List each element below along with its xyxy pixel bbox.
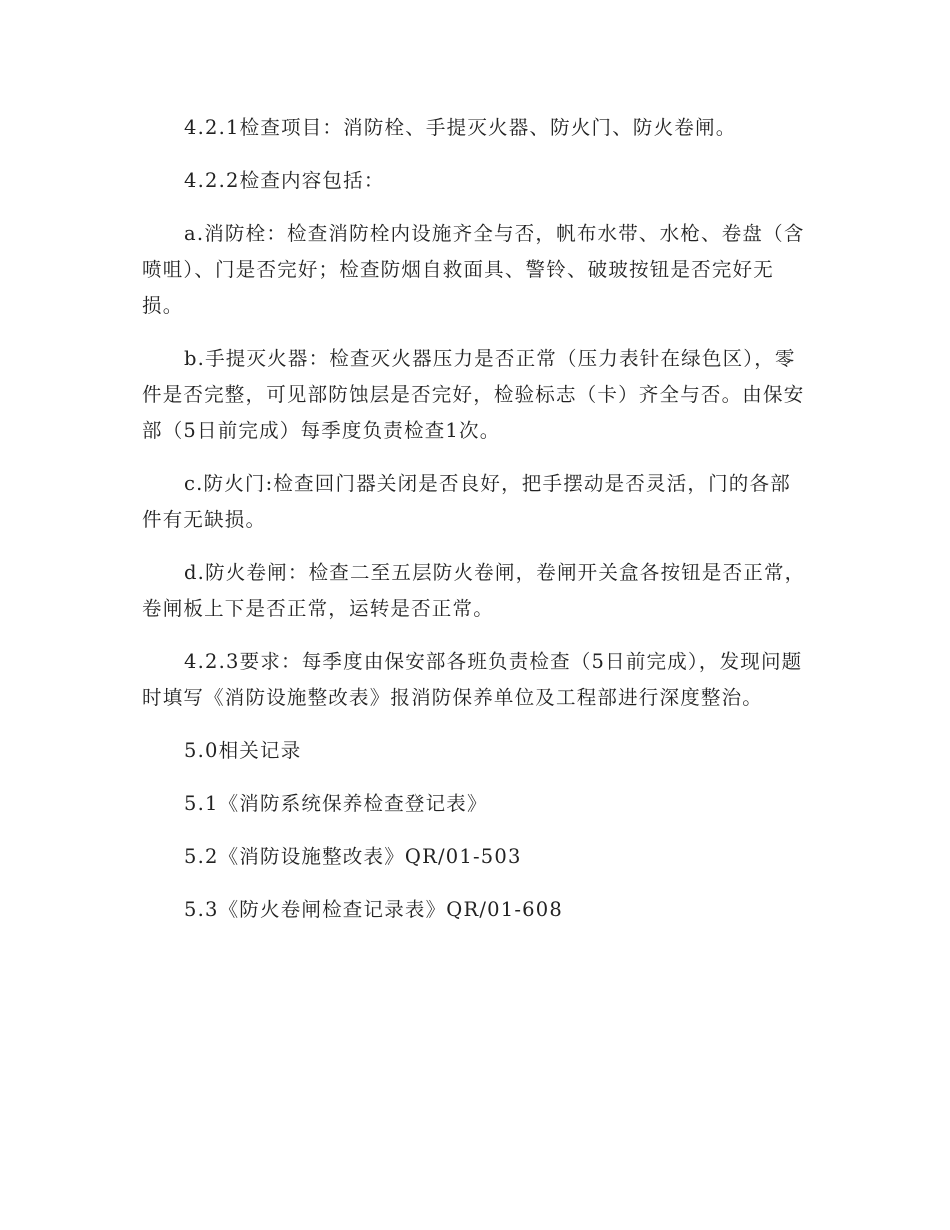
paragraph-d-shutter: d.防火卷闸：检查二至五层防火卷闸，卷闸开关盒各按钮是否正常，卷闸板上下是否正常，运转是否正常。	[142, 561, 806, 620]
record-5-1: 5.1《消防系统保养检查登记表》	[184, 792, 488, 815]
paragraph-a-hydrant: a.消防栓：检查消防栓内设施齐全与否，帆布水带、水枪、卷盘（含喷咀）、门是否完好；检查防烟自救面具、警铃、破玻按钮是否完好无损。	[142, 222, 805, 317]
record-5-2: 5.2《消防设施整改表》QR/01-503	[184, 845, 522, 868]
paragraph-b-extinguisher: b.手提灭火器：检查灭火器压力是否正常（压力表针在绿色区），零件是否完整，可见部防蚀层是否完好，检验标志（卡）齐全与否。由保安部（5日前完成）每季度负责检查1次。	[142, 347, 805, 442]
section-5-0-heading: 5.0相关记录	[184, 739, 302, 762]
paragraph-4-2-1: 4.2.1检查项目：消防栓、手提灭火器、防火门、防火卷闸。	[184, 116, 737, 139]
paragraph-4-2-3: 4.2.3要求：每季度由保安部各班负责检查（5日前完成），发现问题时填写《消防设施整改表》报消防保养单位及工程部进行深度整治。	[142, 650, 803, 709]
paragraph-4-2-2: 4.2.2检查内容包括：	[184, 169, 385, 192]
document-body	[142, 110, 810, 945]
paragraph-c-fire-door: c.防火门:检查回门器关闭是否良好，把手摆动是否灵活，门的各部件有无缺损。	[142, 472, 791, 531]
record-5-3: 5.3《防火卷闸检查记录表》QR/01-608	[184, 898, 563, 921]
